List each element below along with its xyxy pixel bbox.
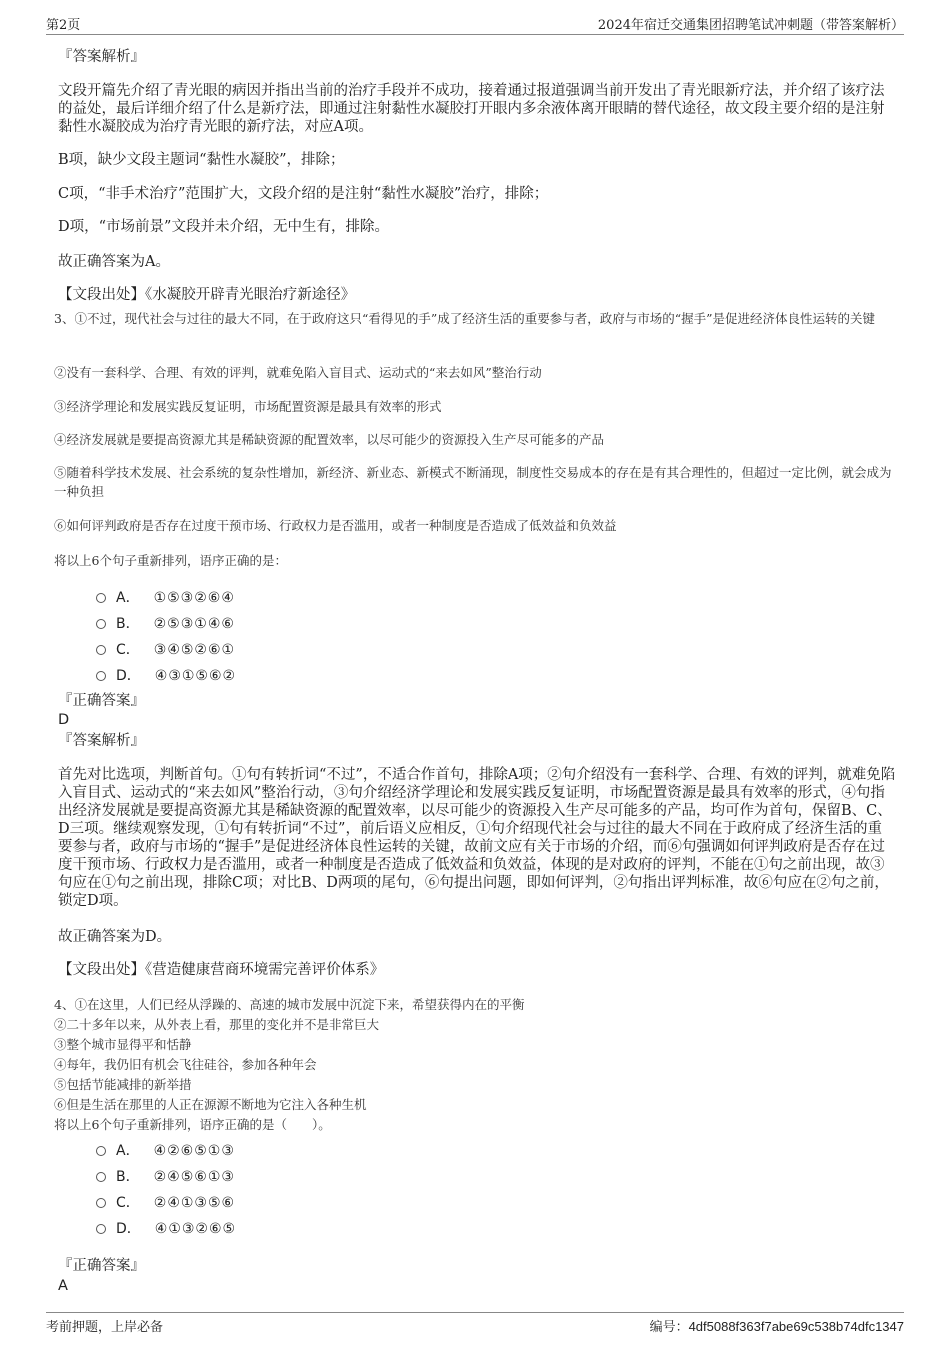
- q3-source: 【文段出处】《营造健康营商环境需完善评价体系》: [58, 962, 385, 978]
- q3-option-b[interactable]: B． ②⑤③①④⑥: [96, 613, 235, 633]
- q4-sentence-4: ④每年，我仍旧有机会飞往硅谷，参加各种年会: [54, 1057, 317, 1072]
- radio-icon[interactable]: [96, 671, 106, 681]
- q3-sentence-3: ③经济学理论和发展实践反复证明，市场配置资源是最具有效率的形式: [54, 399, 442, 414]
- document-title: 2024年宿迁交通集团招聘笔试冲刺题（带答案解析）: [597, 18, 904, 33]
- q2-analysis-p2: B项，缺少文段主题词“黏性水凝胶”，排除；: [58, 152, 345, 168]
- q3-sentence-5: ⑤随着科学技术发展、社会系统的复杂性增加，新经济、新业态、新模式不断涌现，制度性交易成本的存在是有其合理性的，但超过一定比例，就会成为一种负担: [54, 465, 892, 499]
- q2-analysis-label: 『答案解析』: [58, 49, 145, 65]
- q3-answer-label: 『正确答案』: [58, 693, 145, 709]
- q3-option-d[interactable]: D． ④③①⑤⑥②: [96, 665, 236, 685]
- q4-answer: A: [58, 1278, 68, 1294]
- q2-analysis-p3: C项，“非手术治疗”范围扩大，文段介绍的是注射“黏性水凝胶”治疗，排除；: [58, 186, 549, 202]
- q3-option-c[interactable]: C． ③④⑤②⑥①: [96, 639, 235, 659]
- q4-sentence-2: ②二十多年以来，从外表上看，那里的变化并不是非常巨大: [54, 1017, 380, 1032]
- q3-sentence-6: ⑥如何评判政府是否存在过度干预市场、行政权力是否滥用，或者一种制度是否造成了低效益和负效益: [54, 518, 617, 533]
- footer-slogan: 考前押题，上岸必备: [46, 1320, 164, 1335]
- footer-code: 编号：4df5088f363f7abe69c538b74dfc1347: [649, 1319, 904, 1334]
- q2-analysis-p1: 文段开篇先介绍了青光眼的病因并指出当前的治疗手段并不成功，接着通过报道强调当前开发出了青光眼新疗法，并介绍了该疗法的益处，最后详细介绍了什么是新疗法，即通过注射黏性水凝胶打开眼内多余液体离开眼睛的替代途径，故文段主要介绍的是注射黏性水凝胶成为治疗青光眼的新疗法，对应A项。: [58, 83, 885, 135]
- q3-answer: D: [58, 712, 70, 728]
- q4-option-a[interactable]: A． ④②⑥⑤①③: [96, 1140, 235, 1160]
- radio-icon[interactable]: [96, 1172, 106, 1182]
- q4-option-b[interactable]: B． ②④⑤⑥①③: [96, 1166, 235, 1186]
- q3-prompt: 将以上6个句子重新排列，语序正确的是：: [54, 553, 287, 568]
- q4-sentence-1: 4、①在这里，人们已经从浮躁的、高速的城市发展中沉淀下来，希望获得内在的平衡: [54, 997, 525, 1012]
- radio-icon[interactable]: [96, 1198, 106, 1208]
- q4-sentence-3: ③整个城市显得平和恬静: [54, 1037, 192, 1052]
- q3-sentence-2: ②没有一套科学、合理、有效的评判，就难免陷入盲目式、运动式的“来去如风”整治行动: [54, 365, 542, 380]
- page-header: [46, 14, 904, 35]
- q4-prompt: 将以上6个句子重新排列，语序正确的是（ ）。: [54, 1117, 331, 1132]
- radio-icon[interactable]: [96, 645, 106, 655]
- q4-option-d[interactable]: D． ④①③②⑥⑤: [96, 1218, 236, 1238]
- q3-conclusion: 故正确答案为D。: [58, 929, 172, 945]
- radio-icon[interactable]: [96, 1224, 106, 1234]
- page-number: 第2页: [46, 18, 81, 33]
- q3-sentence-1: 3、①不过，现代社会与过往的最大不同，在于政府这只“看得见的手”成了经济生活的重要参与者，政府与市场的“握手”是促进经济体良性运转的关键: [54, 311, 876, 326]
- radio-icon[interactable]: [96, 619, 106, 629]
- q3-option-a[interactable]: A． ①⑤③②⑥④: [96, 587, 235, 607]
- q2-analysis-p4: D项，“市场前景”文段并未介绍，无中生有，排除。: [58, 219, 389, 235]
- q3-analysis: 首先对比选项，判断首句。①句有转折词“不过”，不适合作首句，排除A项；②句介绍没有一套科学、合理、有效的评判，就难免陷入盲目式、运动式的“来去如风”整治行动，③句介绍经济学理论和发展实践反复证明，市场配置资源是最具有效率的形式，④句指出经济发展就是要提高资源尤其是稀缺资源的配置效率，以尽可能少的资源投入生产尽可能多的产品，均可作为首句，保留B、C、D三项。继续观察发现，①句有转折词“不过”，前后语义应相反，①句介绍现代社会与过往的最大不同在于政府成了经济生活的重要参与者，政府与市场的“握手”是促进经济体良性运转的关键，故前文应有关于市场的介绍，而⑥句强调如何评判政府是否存在过度干预市场、行政权力是否滥用，或者一种制度是否造成了低效益和负效益，体现的是对政府的评判，不能在①句之前出现，故③句应在①句之前出现，排除C项；对比B、D两项的尾句，⑥句提出问题，即如何评判，②句指出评判标准，故⑥句应在②句之前，锁定D项。: [58, 767, 896, 909]
- q2-source: 【文段出处】《水凝胶开辟青光眼治疗新途径》: [58, 287, 356, 303]
- q4-sentence-6: ⑥但是生活在那里的人正在源源不断地为它注入各种生机: [54, 1097, 367, 1112]
- radio-icon[interactable]: [96, 593, 106, 603]
- q3-analysis-label: 『答案解析』: [58, 733, 145, 749]
- radio-icon[interactable]: [96, 1146, 106, 1156]
- q4-sentence-5: ⑤包括节能减排的新举措: [54, 1077, 192, 1092]
- q4-option-c[interactable]: C． ②④①③⑤⑥: [96, 1192, 235, 1212]
- q4-answer-label: 『正确答案』: [58, 1258, 145, 1274]
- q3-sentence-4: ④经济发展就是要提高资源尤其是稀缺资源的配置效率，以尽可能少的资源投入生产尽可能多的产品: [54, 432, 605, 447]
- page-footer: [46, 1312, 904, 1335]
- q2-conclusion: 故正确答案为A。: [58, 254, 170, 270]
